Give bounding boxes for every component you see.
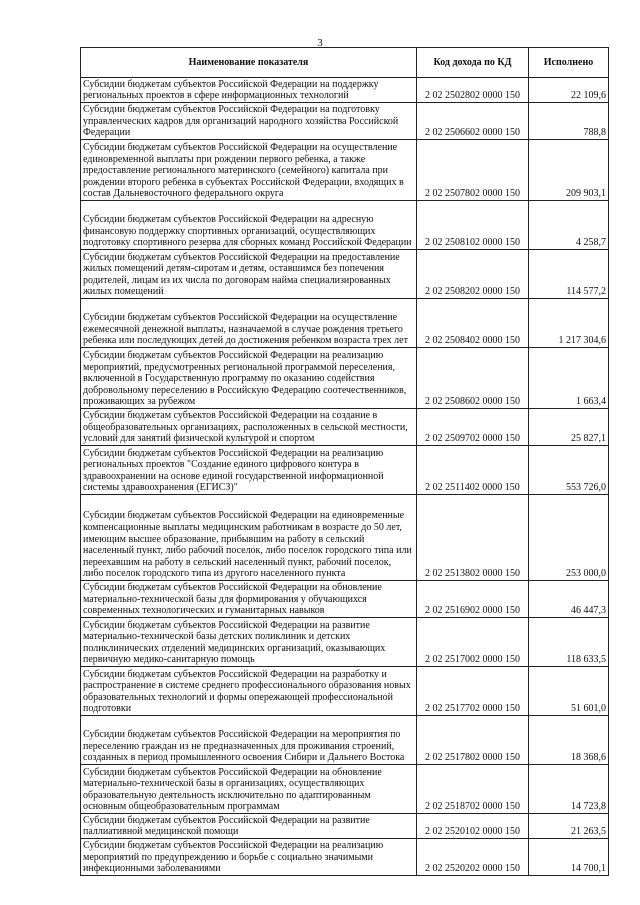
table-row [81, 348, 609, 409]
table-row [81, 814, 609, 839]
table-row [81, 201, 609, 250]
row-done: 114 577,2 [529, 250, 609, 299]
row-name: Субсидии бюджетам субъектов Российской Федерации на развитие материально-технической базы детских поликлиник и детских поликлинических отделений медицинских организаций, оказывающих первичную медико-санитарную помощь [81, 618, 417, 667]
row-code: 2 02 2516902 0000 150 [417, 581, 529, 618]
table-row [81, 667, 609, 716]
row-name: Субсидии бюджетам субъектов Российской Федерации на обновление материально-технической базы в организациях, осуществляющих образовательную деятельность исключительно по адаптированным основным общеобразовательным программам [81, 765, 417, 814]
row-name: Субсидии бюджетам субъектов Российской Федерации на подготовку управленческих кадров для организаций народного хозяйства Российской Федерации [81, 103, 417, 140]
row-name: Субсидии бюджетам субъектов Российской Федерации на реализацию мероприятий по предупреждению и борьбе с социально значимыми инфекционными заболеваниями [81, 839, 417, 876]
row-code: 2 02 2509702 0000 150 [417, 409, 529, 446]
row-code: 2 02 2507802 0000 150 [417, 140, 529, 201]
row-done: 253 000,0 [529, 495, 609, 581]
row-code: 2 02 2508402 0000 150 [417, 299, 529, 348]
row-name: Субсидии бюджетам субъектов Российской Федерации на развитие паллиативной медицинской помощи [81, 814, 417, 839]
table-row [81, 446, 609, 495]
row-name: Субсидии бюджетам субъектов Российской Федерации на реализацию мероприятий, предусмотренных региональной программой переселения, включенной в Государственную программу по оказанию содействия добровольному переселению в Российскую Федерацию соотечественников, проживающих за рубежом [81, 348, 417, 409]
table-row [81, 409, 609, 446]
row-done: 118 633,5 [529, 618, 609, 667]
row-done: 21 263,5 [529, 814, 609, 839]
row-code: 2 02 2506602 0000 150 [417, 103, 529, 140]
table-row [81, 103, 609, 140]
row-name: Субсидии бюджетам субъектов Российской Федерации на создание в общеобразовательных организациях, расположенных в сельской местности, условий для занятий физической культурой и спортом [81, 409, 417, 446]
row-name: Субсидии бюджетам субъектов Российской Федерации на адресную финансовую поддержку спортивных организаций, осуществляющих подготовку спортивного резерва для сборных команд Российской Федерации [81, 201, 417, 250]
table-row [81, 618, 609, 667]
row-name: Субсидии бюджетам субъектов Российской Федерации на осуществление ежемесячной денежной выплаты, назначаемой в случае рождения третьего ребенка или последующих детей до достижения ребенком возраста трех лет [81, 299, 417, 348]
row-done: 788,8 [529, 103, 609, 140]
row-code: 2 02 2517702 0000 150 [417, 667, 529, 716]
row-name: Субсидии бюджетам субъектов Российской Федерации на поддержку региональных проектов в сфере информационных технологий [81, 78, 417, 103]
row-done: 1 663,4 [529, 348, 609, 409]
row-done: 553 726,0 [529, 446, 609, 495]
row-code: 2 02 2502802 0000 150 [417, 78, 529, 103]
row-name: Субсидии бюджетам субъектов Российской Федерации на единовременные компенсационные выплаты медицинским работникам в возрасте до 50 лет, имеющим высшее образование, прибывшим на работу в сельский населенный пункт, либо рабочий поселок, либо поселок городского типа или переехавшим на работу в сельский населенный пункт, рабочий поселок, либо поселок городского типа из другого населенного пункта [81, 495, 417, 581]
row-done: 4 258,7 [529, 201, 609, 250]
row-code: 2 02 2518702 0000 150 [417, 765, 529, 814]
row-code: 2 02 2517802 0000 150 [417, 716, 529, 765]
row-code: 2 02 2508102 0000 150 [417, 201, 529, 250]
row-done: 51 601,0 [529, 667, 609, 716]
row-code: 2 02 2517002 0000 150 [417, 618, 529, 667]
row-done: 1 217 304,6 [529, 299, 609, 348]
table-row [81, 716, 609, 765]
header-name: Наименование показателя [81, 48, 417, 78]
row-done: 209 903,1 [529, 140, 609, 201]
table-row [81, 765, 609, 814]
row-done: 18 368,6 [529, 716, 609, 765]
row-name: Субсидии бюджетам субъектов Российской Федерации на разработку и распространение в системе среднего профессионального образования новых образовательных технологий и формы опережающей профессиональной подготовки [81, 667, 417, 716]
table-row [81, 495, 609, 581]
row-name: Субсидии бюджетам субъектов Российской Федерации на обновление материально-технической базы для формирования у обучающихся современных технологических и гуманитарных навыков [81, 581, 417, 618]
row-code: 2 02 2520202 0000 150 [417, 839, 529, 876]
table-row [81, 78, 609, 103]
row-name: Субсидии бюджетам субъектов Российской Федерации на реализацию региональных проектов "Создание единого цифрового контура в здравоохранении на основе единой государственной информационной системы здравоохранения (ЕГИСЗ)" [81, 446, 417, 495]
row-code: 2 02 2520102 0000 150 [417, 814, 529, 839]
table-row [81, 140, 609, 201]
row-code: 2 02 2513802 0000 150 [417, 495, 529, 581]
table-row [81, 299, 609, 348]
page-number: 3 [317, 37, 323, 49]
row-done: 46 447,3 [529, 581, 609, 618]
row-code: 2 02 2508602 0000 150 [417, 348, 529, 409]
revenue-table [80, 47, 609, 876]
row-done: 14 700,1 [529, 839, 609, 876]
row-code: 2 02 2508202 0000 150 [417, 250, 529, 299]
row-name: Субсидии бюджетам субъектов Российской Федерации на мероприятия по переселению граждан из не предназначенных для проживания строений, созданных в период промышленного освоения Сибири и Дальнего Востока [81, 716, 417, 765]
table-row [81, 581, 609, 618]
header-code: Код дохода по КД [417, 48, 529, 78]
row-code: 2 02 2511402 0000 150 [417, 446, 529, 495]
row-done: 25 827,1 [529, 409, 609, 446]
table-row [81, 839, 609, 876]
row-name: Субсидии бюджетам субъектов Российской Федерации на предоставление жилых помещений детям-сиротам и детям, оставшимся без попечения родителей, лицам из их числа по договорам найма специализированных жилых помещений [81, 250, 417, 299]
row-done: 22 109,6 [529, 78, 609, 103]
table-row [81, 250, 609, 299]
table-body [81, 78, 609, 876]
table-header-row [81, 48, 609, 78]
row-done: 14 723,8 [529, 765, 609, 814]
header-done: Исполнено [529, 48, 609, 78]
row-name: Субсидии бюджетам субъектов Российской Федерации на осуществление единовременной выплаты при рождении первого ребенка, а также предоставление регионального материнского (семейного) капитала при рождении второго ребенка в субъектах Российской Федерации, входящих в состав Дальневосточного федерального округа [81, 140, 417, 201]
